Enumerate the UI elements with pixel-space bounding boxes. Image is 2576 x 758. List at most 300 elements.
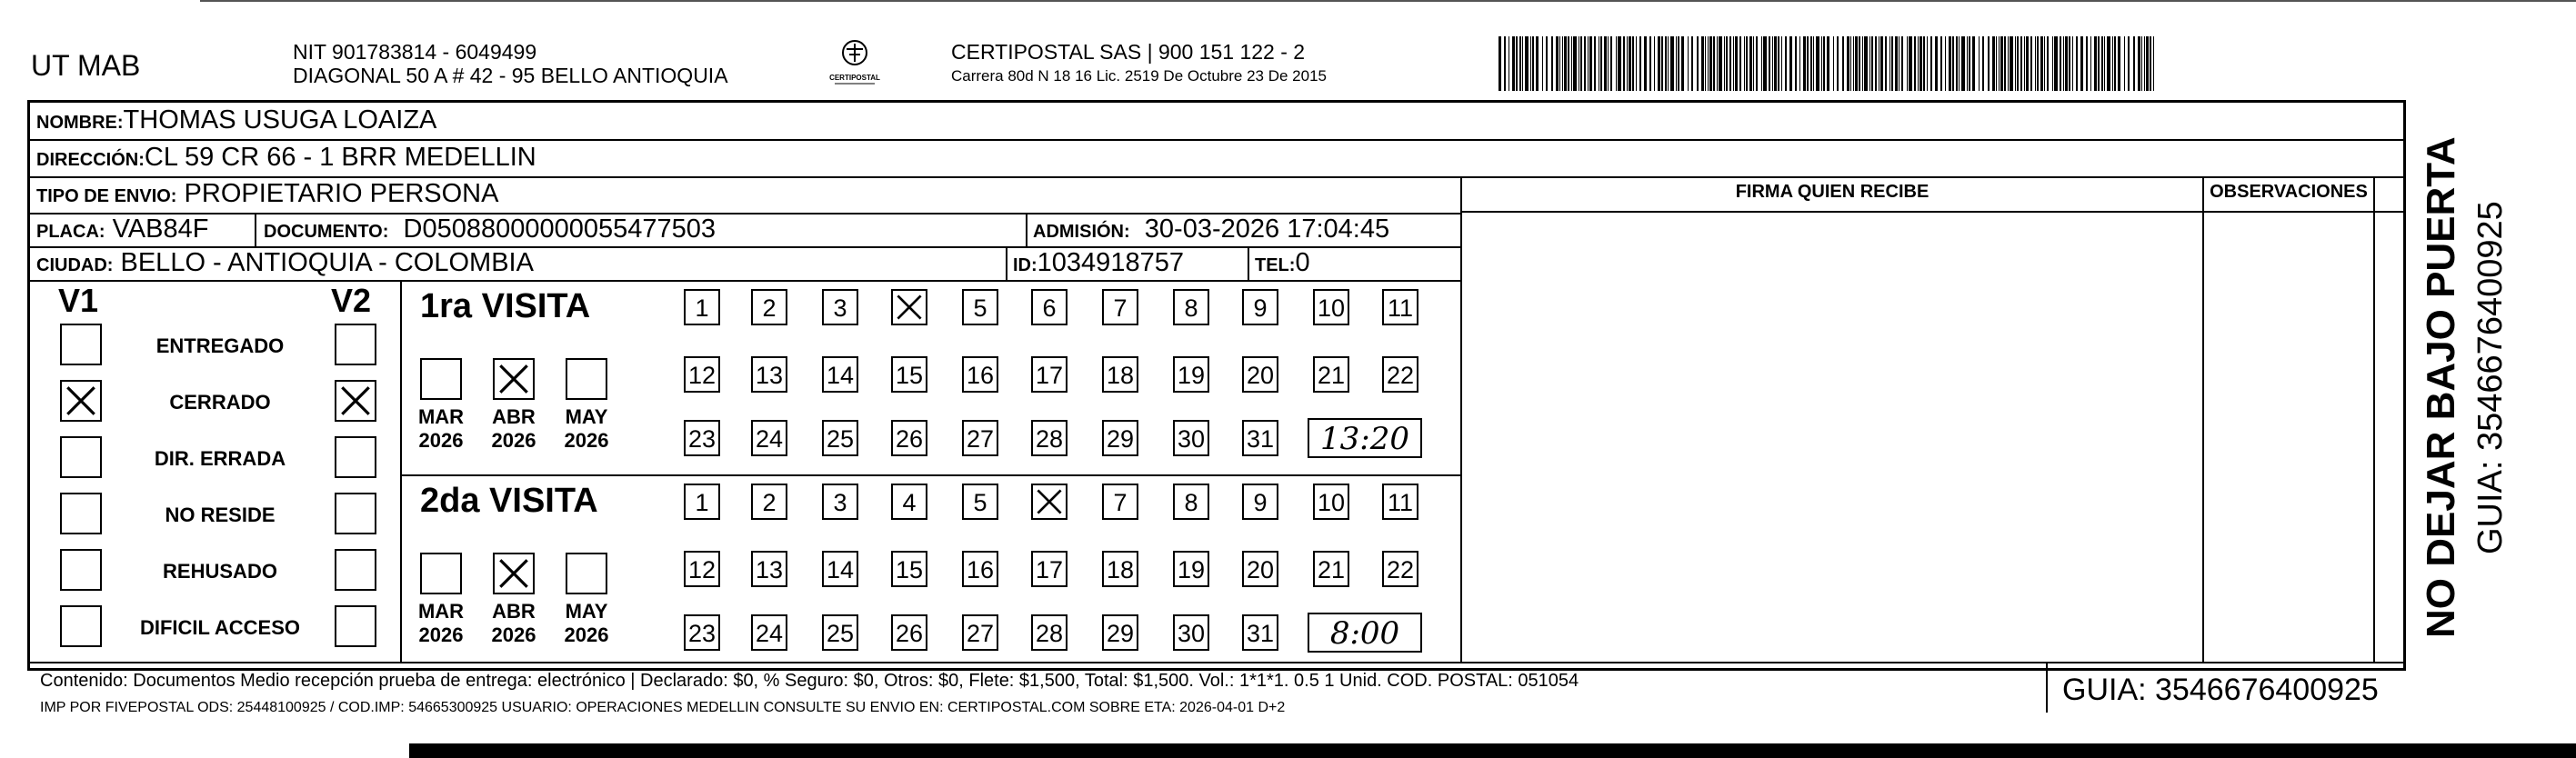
day-number: 15	[895, 556, 924, 583]
barcode-bar	[1498, 36, 1501, 91]
barcode-bar	[2020, 36, 2022, 91]
barcode-bar	[1901, 36, 1903, 91]
month-year: 2026	[564, 429, 609, 452]
barcode-bar	[2072, 36, 2073, 91]
status-v2-checkbox[interactable]	[335, 549, 376, 591]
field-documento-value: D05088000000055477503	[403, 214, 717, 244]
barcode-bar	[1795, 36, 1797, 91]
barcode-bar	[1761, 36, 1762, 91]
side-guia: GUIA: 3546676400925	[2471, 201, 2510, 554]
barcode-bar	[1923, 36, 1925, 91]
status-v1-checkbox[interactable]	[60, 324, 102, 365]
day-box[interactable]	[962, 614, 998, 651]
day-box[interactable]	[1242, 484, 1278, 520]
barcode-bar	[1644, 36, 1647, 91]
day-number: 30	[1177, 620, 1206, 647]
barcode-bar	[1850, 36, 1851, 91]
day-box[interactable]	[1102, 289, 1138, 325]
month-year: 2026	[491, 429, 536, 452]
barcode-bar	[1632, 36, 1634, 91]
barcode-bar	[2098, 36, 2100, 91]
day-box[interactable]	[684, 356, 720, 393]
month-label	[555, 405, 618, 453]
barcode-bar	[1907, 36, 1908, 91]
barcode-bar	[1982, 36, 1984, 91]
barcode-bar	[2047, 36, 2049, 91]
day-box[interactable]	[684, 551, 720, 587]
day-box[interactable]	[751, 420, 787, 456]
firma-header: FIRMA QUIEN RECIBE	[1735, 182, 1929, 202]
barcode-bar	[1969, 36, 1970, 91]
month-year: 2026	[418, 429, 464, 452]
day-number: 10	[1317, 294, 1346, 322]
barcode-bar	[1930, 36, 1932, 91]
day-number: 22	[1386, 556, 1415, 583]
barcode-bar	[1678, 36, 1679, 91]
day-box[interactable]	[822, 614, 858, 651]
day-number: 17	[1035, 362, 1064, 389]
barcode-bar	[1967, 36, 1968, 91]
month-name: MAY	[565, 405, 608, 428]
day-number: 29	[1106, 620, 1135, 647]
day-box[interactable]	[1031, 484, 1067, 520]
day-box[interactable]	[1173, 420, 1209, 456]
status-v2-checkbox[interactable]	[335, 605, 376, 647]
month-checkbox[interactable]	[566, 358, 607, 400]
field-nombre: NOMBRE:THOMAS USUGA LOAIZA	[36, 105, 437, 135]
day-box[interactable]	[1313, 551, 1349, 587]
day-number: 5	[973, 294, 987, 322]
day-number: 27	[966, 620, 995, 647]
day-box[interactable]	[891, 551, 927, 587]
day-number: 31	[1246, 425, 1275, 453]
barcode-bar	[1774, 36, 1777, 91]
barcode-bar	[2044, 36, 2045, 91]
month-checkbox[interactable]	[493, 358, 535, 400]
barcode-bar	[1724, 36, 1725, 91]
barcode-bar	[1627, 36, 1628, 91]
barcode-bar	[1959, 36, 1960, 91]
barcode-bar	[2004, 36, 2006, 91]
day-box[interactable]	[1102, 356, 1138, 393]
barcode-bar	[2153, 36, 2154, 91]
barcode-bar	[2128, 36, 2130, 91]
day-box[interactable]	[962, 420, 998, 456]
barcode-bar	[1525, 36, 1529, 91]
month-year: 2026	[491, 623, 536, 646]
barcode-bar	[1701, 36, 1704, 91]
status-v1-checkbox[interactable]	[60, 493, 102, 534]
status-v1-checkbox[interactable]	[60, 436, 102, 478]
status-label: CERRADO	[169, 391, 271, 414]
day-box[interactable]	[1102, 551, 1138, 587]
day-box[interactable]	[822, 420, 858, 456]
day-box[interactable]	[822, 551, 858, 587]
visit-title: 1ra VISITA	[420, 287, 591, 325]
barcode-bar	[2063, 36, 2064, 91]
field-admision-value: 30-03-2026 17:04:45	[1144, 214, 1390, 244]
barcode-bar	[1837, 36, 1839, 91]
barcode-bar	[1556, 36, 1559, 91]
day-box[interactable]	[1031, 614, 1067, 651]
day-number: 19	[1177, 362, 1206, 389]
barcode-bar	[1542, 36, 1543, 91]
barcode-bar	[1604, 36, 1607, 91]
barcode-bar	[1573, 36, 1577, 91]
barcode-bar	[1522, 36, 1523, 91]
barcode-bar	[1753, 36, 1754, 91]
day-box[interactable]	[684, 289, 720, 325]
day-box[interactable]	[1382, 484, 1418, 520]
barcode-bar	[1610, 36, 1612, 91]
barcode-bar	[1827, 36, 1829, 91]
day-number: 12	[687, 362, 717, 389]
barcode-bar	[2133, 36, 2135, 91]
barcode-bar	[1855, 36, 1858, 91]
day-number: 27	[966, 425, 995, 453]
day-box[interactable]	[684, 614, 720, 651]
day-box[interactable]	[751, 356, 787, 393]
day-number: 14	[826, 362, 855, 389]
day-box[interactable]	[891, 289, 927, 325]
field-tel-value: 0	[1295, 248, 1310, 277]
barcode-bar	[2026, 36, 2029, 91]
day-number: 23	[687, 620, 717, 647]
firma-area[interactable]	[1463, 213, 2200, 660]
barcode-bar	[1871, 36, 1873, 91]
status-v1-checkbox[interactable]	[60, 380, 102, 422]
day-number: 5	[973, 489, 987, 516]
barcode-bar	[2112, 36, 2113, 91]
day-number: 25	[826, 425, 855, 453]
barcode-bar	[1636, 36, 1637, 91]
day-number: 21	[1317, 556, 1346, 583]
barcode-bar	[2060, 36, 2061, 91]
barcode-bar	[2118, 36, 2120, 91]
barcode-bar	[1519, 36, 1521, 91]
day-box[interactable]	[891, 420, 927, 456]
day-box[interactable]	[1382, 356, 1418, 393]
barcode-bar	[1789, 36, 1792, 91]
day-box[interactable]	[751, 289, 787, 325]
day-box[interactable]	[751, 551, 787, 587]
barcode-bar	[1864, 36, 1868, 91]
barcode-bar	[1658, 36, 1660, 91]
barcode-bar	[1594, 36, 1596, 91]
day-box[interactable]	[1313, 289, 1349, 325]
status-v2-checkbox[interactable]	[335, 493, 376, 534]
barcode-bar	[1705, 36, 1706, 91]
day-number: 18	[1106, 556, 1135, 583]
x-mark-icon	[336, 382, 375, 420]
barcode-bar	[1956, 36, 1958, 91]
barcode-bar	[1551, 36, 1553, 91]
carrier-license: Carrera 80d N 18 16 Lic. 2519 De Octubre 23 De 2015	[951, 67, 1327, 85]
barcode-bar	[1862, 36, 1863, 91]
day-box[interactable]	[822, 484, 858, 520]
carrier-name: CERTIPOSTAL SAS | 900 151 122 - 2	[951, 40, 1306, 64]
barcode-bar	[2010, 36, 2013, 91]
barcode-bar	[1927, 36, 1928, 91]
barcode-bar	[1729, 36, 1731, 91]
day-number: 19	[1177, 556, 1206, 583]
barcode-bar	[2090, 36, 2091, 91]
barcode-bar	[1691, 36, 1693, 91]
barcode-bar	[1940, 36, 1942, 91]
day-box[interactable]	[822, 289, 858, 325]
day-number: 8	[1184, 489, 1198, 516]
barcode-bar	[2069, 36, 2070, 91]
visit-time[interactable]: 8:00	[1308, 613, 1422, 653]
barcode-bar	[1885, 36, 1887, 91]
barcode-bar	[1823, 36, 1825, 91]
day-box[interactable]	[1242, 289, 1278, 325]
barcode-bar	[1756, 36, 1758, 91]
day-box[interactable]	[751, 484, 787, 520]
day-box[interactable]	[1242, 614, 1278, 651]
barcode-bar	[1799, 36, 1800, 91]
status-v2-checkbox[interactable]	[335, 324, 376, 365]
barcode-bar	[2052, 36, 2053, 91]
x-mark-icon	[62, 382, 100, 420]
barcode-bar	[1726, 36, 1728, 91]
day-number: 1	[695, 294, 709, 322]
day-box[interactable]	[891, 484, 927, 520]
day-box[interactable]	[684, 420, 720, 456]
month-year: 2026	[418, 623, 464, 646]
barcode-bar	[1665, 36, 1667, 91]
day-number: 23	[687, 425, 717, 453]
barcode-bar	[1600, 36, 1602, 91]
field-tel: TEL:0	[1255, 248, 1310, 277]
observaciones-area[interactable]	[2205, 213, 2371, 660]
field-direccion: DIRECCIÓN:CL 59 CR 66 - 1 BRR MEDELLIN	[36, 143, 536, 172]
day-number: 31	[1246, 620, 1275, 647]
day-number: 25	[826, 620, 855, 647]
barcode-bar	[1803, 36, 1806, 91]
day-box[interactable]	[1173, 356, 1209, 393]
barcode-bar	[2138, 36, 2140, 91]
visit-time[interactable]: 13:20	[1308, 418, 1422, 458]
month-label	[409, 405, 473, 453]
barcode-bar	[2107, 36, 2110, 91]
day-box[interactable]	[1031, 356, 1067, 393]
day-number: 20	[1246, 362, 1275, 389]
day-number: 11	[1387, 489, 1414, 516]
barcode-bar	[1676, 36, 1677, 91]
day-box[interactable]	[1102, 614, 1138, 651]
month-label	[482, 405, 546, 453]
barcode-bar	[1639, 36, 1641, 91]
day-box[interactable]	[891, 356, 927, 393]
day-number: 15	[895, 362, 924, 389]
barcode-bar	[2015, 36, 2016, 91]
day-box[interactable]	[962, 551, 998, 587]
field-ciudad: CIUDAD: BELLO - ANTIOQUIA - COLOMBIA	[36, 248, 534, 277]
barcode	[1498, 36, 2226, 91]
barcode-bar	[1859, 36, 1860, 91]
barcode-bar	[1708, 36, 1709, 91]
x-mark-icon	[1033, 485, 1066, 518]
observaciones-header: OBSERVACIONES	[2210, 182, 2368, 202]
barcode-bar	[1891, 36, 1893, 91]
day-box[interactable]	[1242, 551, 1278, 587]
barcode-bar	[2124, 36, 2125, 91]
day-box[interactable]	[962, 289, 998, 325]
month-checkbox[interactable]	[566, 553, 607, 594]
day-number: 16	[966, 362, 995, 389]
v2-header: V2	[331, 282, 372, 319]
month-name: MAR	[417, 405, 465, 428]
status-v1-checkbox[interactable]	[60, 605, 102, 647]
day-number: 28	[1035, 425, 1064, 453]
barcode-bar	[1709, 36, 1712, 91]
barcode-bar	[1972, 36, 1975, 91]
barcode-bar	[1842, 36, 1844, 91]
barcode-bar	[1853, 36, 1854, 91]
barcode-bar	[1875, 36, 1877, 91]
day-box[interactable]	[822, 356, 858, 393]
barcode-bar	[1935, 36, 1938, 91]
barcode-bar	[1763, 36, 1767, 91]
day-number: 16	[966, 556, 995, 583]
day-number: 7	[1113, 294, 1128, 322]
day-box[interactable]	[1031, 551, 1067, 587]
month-checkbox[interactable]	[420, 358, 462, 400]
barcode-bar	[1623, 36, 1625, 91]
barcode-bar	[1530, 36, 1531, 91]
field-admision: ADMISIÓN: 30-03-2026 17:04:45	[1033, 214, 1390, 244]
barcode-bar	[1918, 36, 1919, 91]
day-box[interactable]	[891, 614, 927, 651]
barcode-bar	[1945, 36, 1946, 91]
company-name: UT MAB	[31, 49, 141, 82]
x-mark-icon	[893, 291, 926, 324]
day-box[interactable]	[1242, 356, 1278, 393]
barcode-bar	[1746, 36, 1748, 91]
day-box[interactable]	[1102, 484, 1138, 520]
field-documento: DOCUMENTO: D05088000000055477503	[264, 214, 717, 244]
day-box[interactable]	[962, 484, 998, 520]
field-id-value: 1034918757	[1037, 248, 1184, 277]
barcode-bar	[2008, 36, 2009, 91]
day-box[interactable]	[1173, 289, 1209, 325]
barcode-bar	[1568, 36, 1569, 91]
barcode-bar	[1512, 36, 1515, 91]
barcode-bar	[1952, 36, 1954, 91]
barcode-bar	[1961, 36, 1965, 91]
barcode-bar	[1785, 36, 1787, 91]
barcode-bar	[1532, 36, 1534, 91]
day-number: 18	[1106, 362, 1135, 389]
day-box[interactable]	[1031, 420, 1067, 456]
day-box[interactable]	[962, 356, 998, 393]
day-box[interactable]	[1382, 551, 1418, 587]
barcode-bar	[2035, 36, 2036, 91]
barcode-bar	[1681, 36, 1684, 91]
barcode-bar	[1821, 36, 1822, 91]
barcode-bar	[1608, 36, 1609, 91]
day-number: 13	[755, 556, 784, 583]
barcode-bar	[1847, 36, 1849, 91]
barcode-bar	[1588, 36, 1589, 91]
day-number: 14	[826, 556, 855, 583]
barcode-bar	[1914, 36, 1916, 91]
day-box[interactable]	[1173, 484, 1209, 520]
barcode-bar	[1992, 36, 1995, 91]
day-box[interactable]	[1313, 356, 1349, 393]
x-mark-icon	[495, 554, 533, 593]
company-address: DIAGONAL 50 A # 42 - 95 BELLO ANTIOQUIA	[293, 64, 728, 87]
footer-guia: GUIA: 3546676400925	[2062, 673, 2379, 707]
month-name: ABR	[492, 600, 536, 623]
barcode-bar	[1778, 36, 1779, 91]
barcode-bar	[2104, 36, 2105, 91]
day-box[interactable]	[1382, 289, 1418, 325]
day-box[interactable]	[1102, 420, 1138, 456]
day-number: 9	[1253, 294, 1268, 322]
barcode-bar	[1536, 36, 1539, 91]
month-checkbox[interactable]	[493, 553, 535, 594]
barcode-bar	[1661, 36, 1663, 91]
field-tipo-value: PROPIETARIO PERSONA	[184, 179, 499, 208]
barcode-bar	[1589, 36, 1592, 91]
barcode-bar	[1909, 36, 1912, 91]
barcode-bar	[1616, 36, 1617, 91]
barcode-bar	[1649, 36, 1651, 91]
day-box[interactable]	[751, 614, 787, 651]
status-v2-checkbox[interactable]	[335, 436, 376, 478]
day-box[interactable]	[1173, 614, 1209, 651]
day-number: 7	[1113, 489, 1128, 516]
v1-header: V1	[58, 282, 99, 319]
footer-imp: IMP POR FIVEPOSTAL ODS: 25448100925 / COD.IMP: 54665300925 USUARIO: OPERACIONES MEDELLIN CONSULTE SU ENVIO EN: CERTIPOSTAL.COM SOBRE ETA: 2026-04-01 D+2	[40, 700, 1286, 715]
day-number: 26	[895, 425, 924, 453]
status-v2-checkbox[interactable]	[335, 380, 376, 422]
x-mark-icon	[495, 360, 533, 398]
day-number: 28	[1035, 620, 1064, 647]
barcode-bar	[2150, 36, 2151, 91]
day-box[interactable]	[1242, 420, 1278, 456]
barcode-bar	[1516, 36, 1518, 91]
barcode-bar	[2144, 36, 2145, 91]
day-box[interactable]	[684, 484, 720, 520]
barcode-bar	[1781, 36, 1782, 91]
barcode-bar	[1749, 36, 1752, 91]
month-checkbox[interactable]	[420, 553, 462, 594]
visit-title: 2da VISITA	[420, 482, 598, 520]
field-placa: PLACA: VAB84F	[36, 214, 209, 244]
day-box[interactable]	[1173, 551, 1209, 587]
barcode-bar	[1618, 36, 1621, 91]
barcode-bar	[1735, 36, 1738, 91]
day-box[interactable]	[1313, 484, 1349, 520]
barcode-bar	[1713, 36, 1715, 91]
field-direccion-value: CL 59 CR 66 - 1 BRR MEDELLIN	[144, 143, 536, 172]
month-name: ABR	[492, 405, 536, 428]
field-tipo-envio: TIPO DE ENVIO: PROPIETARIO PERSONA	[36, 179, 499, 208]
barcode-bar	[1668, 36, 1669, 91]
status-v1-checkbox[interactable]	[60, 549, 102, 591]
barcode-bar	[1769, 36, 1770, 91]
barcode-bar	[2146, 36, 2149, 91]
barcode-bar	[2030, 36, 2032, 91]
barcode-bar	[1546, 36, 1548, 91]
barcode-bar	[1810, 36, 1812, 91]
day-box[interactable]	[1031, 289, 1067, 325]
barcode-bar	[1629, 36, 1631, 91]
day-number: 17	[1035, 556, 1064, 583]
